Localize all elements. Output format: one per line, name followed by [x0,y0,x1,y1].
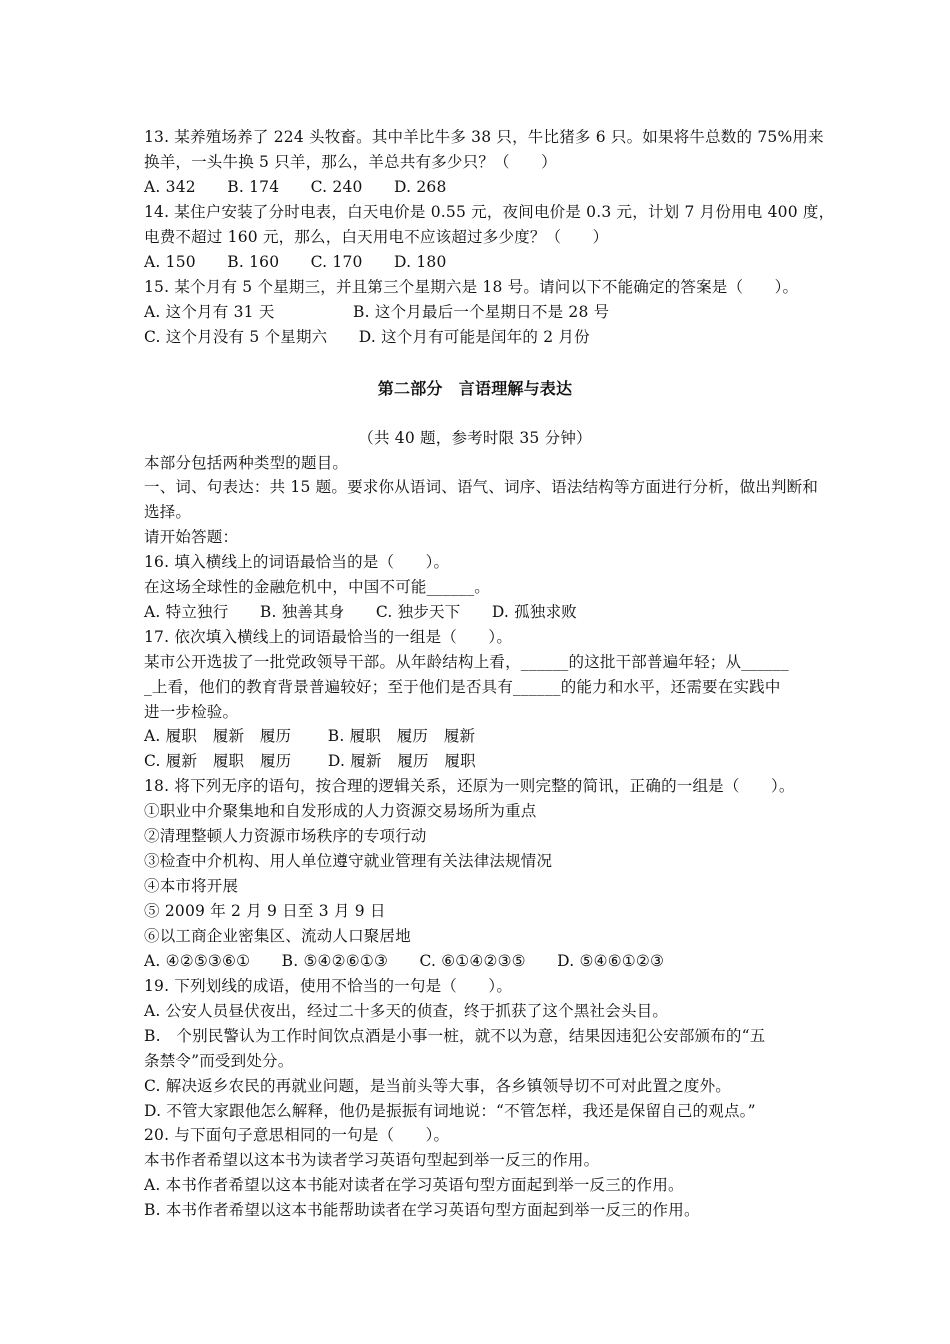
q20-option-b: B. 本书作者希望以这本书能帮助读者在学习英语句型方面起到举一反三的作用。 [144,1201,700,1219]
q17-options-cd: C. 履新 履职 履历 D. 履新 履历 履职 [144,752,476,770]
q19-option-c: C. 解决返乡农民的再就业问题，是当前头等大事，各乡镇领导切不可对此置之度外。 [144,1077,731,1095]
q19-option-b-line1: B. 个别民警认为工作时间饮点酒是小事一桩，就不以为意，结果因违犯公安部颁布的“五 [144,1027,766,1045]
q18-item-2: ②清理整顿人力资源市场秩序的专项行动 [144,827,427,845]
q18-options: A. ④②⑤③⑥① B. ⑤④②⑥①③ C. ⑥①④②③⑤ D. ⑤④⑥①②③ [144,952,665,970]
q20-stem: 20. 与下面句子意思相同的一句是（ ）。 [144,1126,450,1144]
q15-options-ab: A. 这个月有 31 天 B. 这个月最后一个星期日不是 28 号 [144,303,610,321]
q17-text2: _上看，他们的教育背景普遍较好；至于他们是否具有______的能力和水平，还需要在实践中 [144,678,781,696]
q20-option-a: A. 本书作者希望以这本书能对读者在学习英语句型方面起到举一反三的作用。 [144,1176,684,1194]
section2-intro1: 本部分包括两种类型的题目。 [144,454,349,472]
q18-item-3: ③检查中介机构、用人单位遵守就业管理有关法律法规情况 [144,852,553,870]
q14-options: A. 150 B. 160 C. 170 D. 180 [144,253,447,271]
q20-text: 本书作者希望以这本书为读者学习英语句型起到举一反三的作用。 [144,1151,600,1169]
section2-subtitle: （共 40 题，参考时限 35 分钟） [358,429,592,447]
q18-stem: 18. 将下列无序的语句，按合理的逻辑关系，还原为一则完整的简讯，正确的一组是（ ）。 [144,777,795,795]
q17-text3: 进一步检验。 [144,703,239,721]
q19-stem: 19. 下列划线的成语，使用不恰当的一句是（ ）。 [144,977,513,995]
section2-title: 第二部分 言语理解与表达 [377,379,573,398]
section2-start: 请开始答题： [144,528,239,546]
q19-option-d: D. 不管大家跟他怎么解释，他仍是振振有词地说：“不管怎样，我还是保留自己的观点。” [144,1102,756,1120]
q17-options-ab: A. 履职 履新 履历 B. 履职 履历 履新 [144,727,476,745]
q14-line2: 电费不超过 160 元，那么，白天用电不应该超过多少度？（ ） [144,228,609,246]
section2-intro2-line2: 选择。 [144,503,192,521]
q18-item-6: ⑥以工商企业密集区、流动人口聚居地 [144,927,411,945]
q16-options: A. 特立独行 B. 独善其身 C. 独步天下 D. 孤独求败 [144,603,577,621]
q19-option-a: A. 公安人员昼伏夜出，经过二十多天的侦查，终于抓获了这个黑社会头目。 [144,1002,669,1020]
q18-item-5: ⑤ 2009 年 2 月 9 日至 3 月 9 日 [144,902,386,920]
q13-line2: 换羊，一头牛换 5 只羊，那么，羊总共有多少只？（ ） [144,153,557,171]
q19-option-b-line2: 条禁令”而受到处分。 [144,1052,294,1070]
q16-stem: 16. 填入横线上的词语最恰当的是（ ）。 [144,553,450,571]
q18-item-4: ④本市将开展 [144,877,239,895]
q17-stem: 17. 依次填入横线上的词语最恰当的一组是（ ）。 [144,628,513,646]
q15-options-cd: C. 这个月没有 5 个星期六 D. 这个月有可能是闰年的 2 月份 [144,328,590,346]
q15-line1: 15. 某个月有 5 个星期三，并且第三个星期六是 18 号。请问以下不能确定的答案是（ ）。 [144,278,799,296]
q17-text1: 某市公开选拔了一批党政领导干部。从年龄结构上看，______的这批干部普遍年轻；从______ [144,653,789,671]
q14-line1: 14. 某住户安装了分时电表，白天电价是 0.55 元，夜间电价是 0.3 元，计划 7 月份用电 400 度， [144,203,835,221]
q13-line1: 13. 某养殖场养了 224 头牧畜。其中羊比牛多 38 只，牛比猪多 6 只。如果将牛总数的 75%用来 [144,128,824,146]
q18-item-1: ①职业中介聚集地和自发形成的人力资源交易场所为重点 [144,802,537,820]
q16-text: 在这场全球性的金融危机中，中国不可能______。 [144,578,491,596]
q13-options: A. 342 B. 174 C. 240 D. 268 [144,178,447,196]
section2-intro2-line1: 一、词、句表达：共 15 题。要求你从语词、语气、词序、语法结构等方面进行分析，做出判断和 [144,478,819,496]
